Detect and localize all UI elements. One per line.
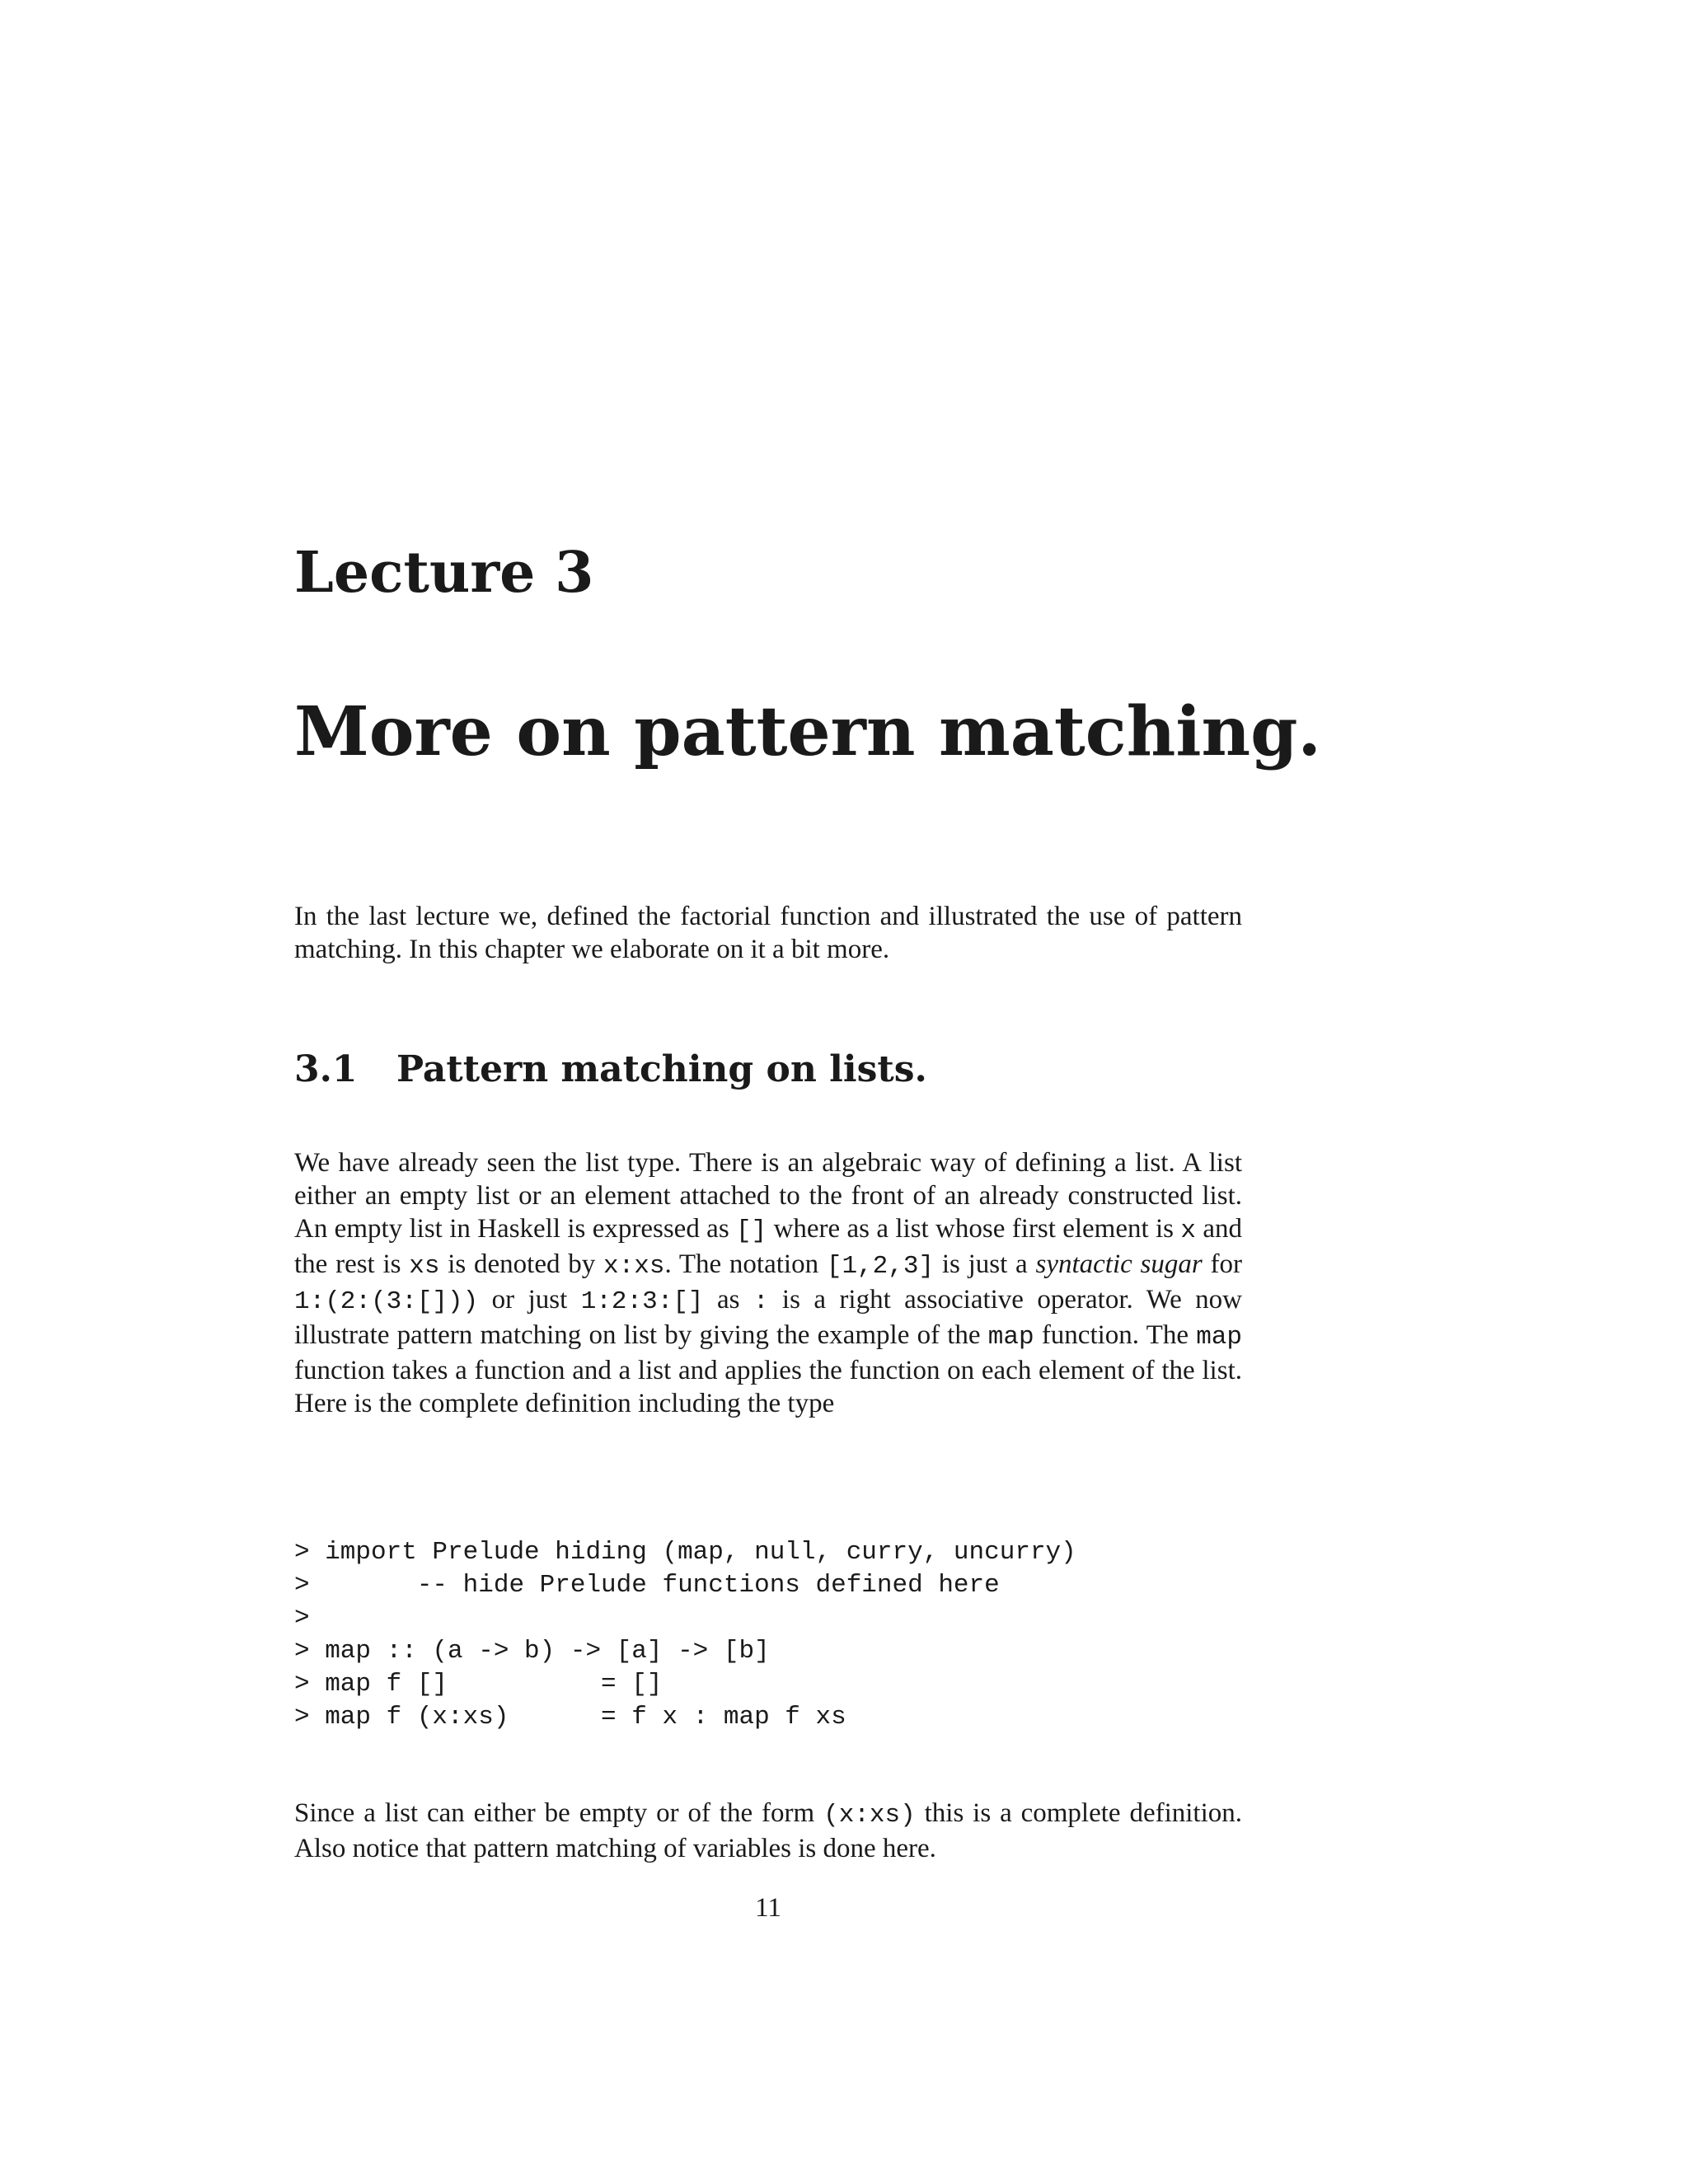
code-block	[294, 1536, 1076, 1734]
inline-code: [1,2,3]	[826, 1252, 935, 1281]
code-line: > map :: (a -> b) -> [a] -> [b]	[294, 1637, 770, 1666]
text-run: We have already seen the list type. There is an algebraic way of defining a list. A list either an empty list or an element attached to the front of an already constructed list. An empty list in Haskell is expressed as	[294, 1148, 1242, 1244]
inline-code: (x:xs)	[823, 1801, 916, 1830]
emphasis: syntactic sugar	[1035, 1249, 1203, 1279]
text-run: . The notation	[664, 1249, 827, 1279]
section-title: Pattern matching on lists.	[396, 1048, 927, 1090]
code-line: > import Prelude hiding (map, null, curry, uncurry)	[294, 1538, 1076, 1567]
intro-paragraph: In the last lecture we, defined the factorial function and illustrated the use of pattern matching. In this chapter we elaborate on it a bit more.	[294, 902, 1242, 964]
text-run: function. The	[1034, 1320, 1197, 1350]
code-line: > map f [] = []	[294, 1670, 663, 1699]
text-run: is denoted by	[439, 1249, 604, 1279]
conclusion-paragraph	[294, 1797, 1242, 1865]
inline-code: xs	[409, 1252, 440, 1281]
text-run: and the rest is	[294, 1214, 1242, 1279]
lecture-label: Lecture 3	[294, 540, 594, 606]
text-run: for	[1202, 1249, 1242, 1279]
text-run: where as a list whose first element is	[767, 1214, 1181, 1244]
inline-code: map	[987, 1323, 1034, 1352]
chapter-title: More on pattern matching.	[294, 692, 1321, 771]
section-number: 3.1	[294, 1048, 358, 1090]
text-run: function takes a function and a list and applies the function on each element of the list. Here is the complete definition including the type	[294, 1356, 1242, 1418]
inline-code: x:xs	[603, 1252, 665, 1281]
inline-code: 1:2:3:[]	[580, 1287, 704, 1316]
text-run: is just a	[934, 1249, 1036, 1279]
inline-code: map	[1196, 1323, 1242, 1352]
text-run: as	[703, 1285, 753, 1315]
code-line: > -- hide Prelude functions defined here	[294, 1571, 1000, 1600]
inline-code: x	[1180, 1216, 1196, 1245]
section-heading	[294, 1047, 927, 1093]
list-pattern-paragraph	[294, 1146, 1242, 1420]
page-number: 11	[755, 1893, 781, 1923]
inline-code: []	[736, 1216, 767, 1245]
text-run: Since a list can either be empty or of the form	[294, 1798, 824, 1828]
code-line: > map f (x:xs) = f x : map f xs	[294, 1703, 846, 1732]
text-run: this is a complete definition. Also notice that pattern matching of variables is done here.	[294, 1798, 1243, 1863]
text-run: or just	[478, 1285, 581, 1315]
inline-code: :	[753, 1287, 769, 1316]
inline-code: 1:(2:(3:[]))	[294, 1287, 479, 1316]
text-run: is a right associative operator. We now illustrate pattern matching on list by giving the example of the	[294, 1285, 1242, 1350]
code-line: >	[294, 1604, 310, 1633]
